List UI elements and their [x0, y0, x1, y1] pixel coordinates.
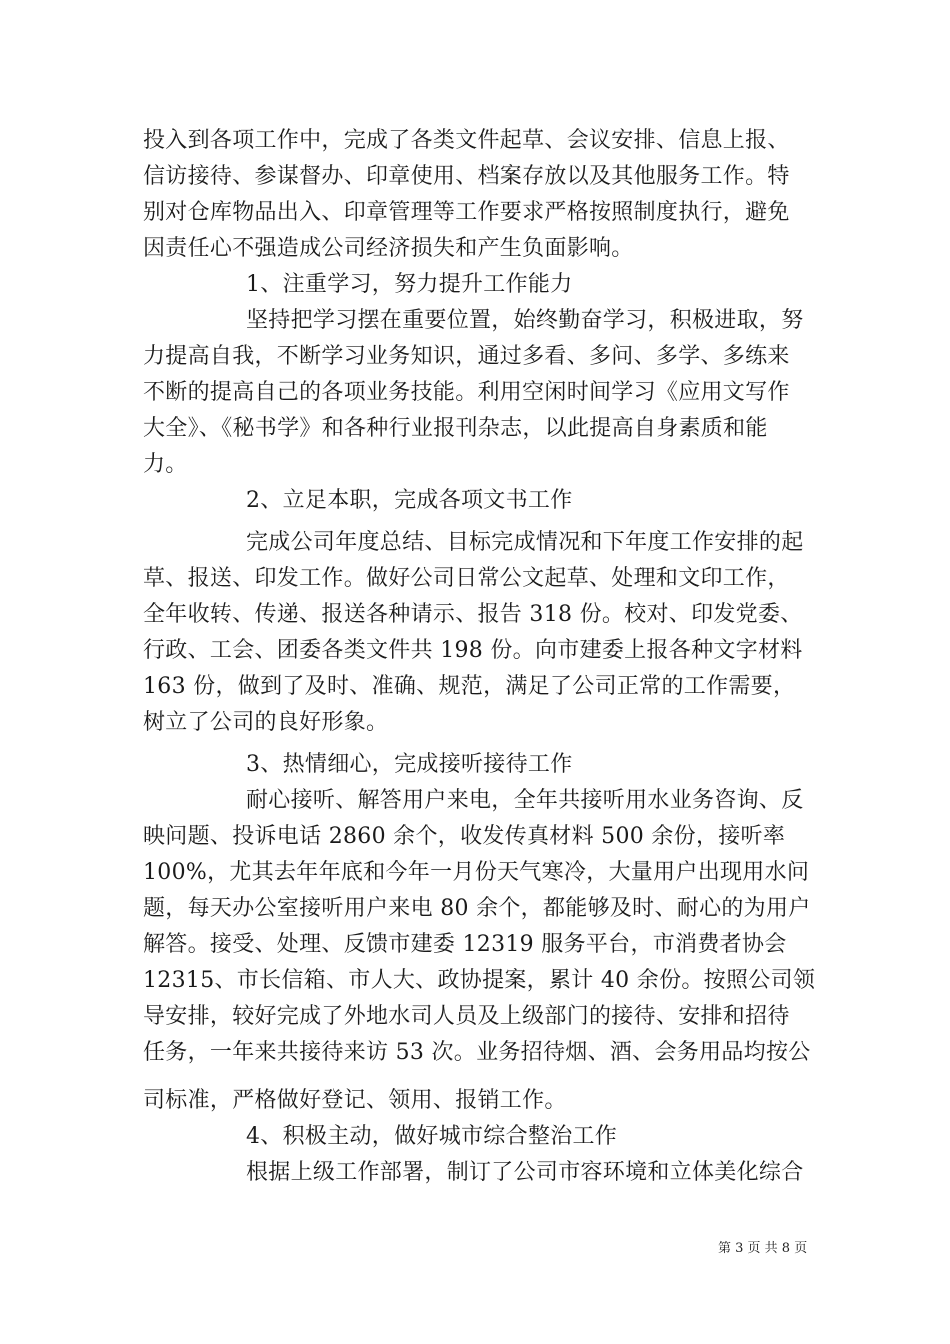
body-text-line: 任务，一年来共接待来访 53 次。业务招待烟、酒、会务用品均按公	[143, 1040, 811, 1065]
body-text-line: 草、报送、印发工作。做好公司日常公文起草、处理和文印工作，	[143, 566, 790, 591]
section-heading-2: 2、立足本职，完成各项文书工作	[246, 488, 573, 513]
body-text-line: 别对仓库物品出入、印章管理等工作要求严格按照制度执行，避免	[143, 200, 790, 225]
body-text-line: 力提高自我，不断学习业务知识，通过多看、多问、多学、多练来	[143, 344, 790, 369]
body-text-line: 大全》、《秘书学》和各种行业报刊杂志，以此提高自身素质和能	[143, 416, 768, 441]
body-text-line: 163 份，做到了及时、准确、规范，满足了公司正常的工作需要，	[143, 674, 796, 699]
body-text-line: 信访接待、参谋督办、印章使用、档案存放以及其他服务工作。特	[143, 164, 790, 189]
body-text-line: 12315、市长信箱、市人大、政协提案，累计 40 余份。按照公司领	[143, 968, 816, 993]
paragraph-first-line: 耐心接听、解答用户来电，全年共接听用水业务咨询、反	[246, 788, 804, 813]
body-text-line: 司标准，严格做好登记、领用、报销工作。	[143, 1088, 567, 1113]
paragraph-first-line: 完成公司年度总结、目标完成情况和下年度工作安排的起	[246, 530, 804, 555]
body-text-line: 因责任心不强造成公司经济损失和产生负面影响。	[143, 236, 634, 261]
body-text-line: 不断的提高自己的各项业务技能。利用空闲时间学习《应用文写作	[143, 380, 790, 405]
body-text-line: 映问题、投诉电话 2860 余个，收发传真材料 500 余份，接听率	[143, 824, 786, 849]
section-heading-4: 4、积极主动，做好城市综合整治工作	[246, 1124, 618, 1149]
section-heading-3: 3、热情细心，完成接听接待工作	[246, 752, 573, 777]
section-heading-1: 1、注重学习，努力提升工作能力	[246, 272, 573, 297]
paragraph-first-line: 根据上级工作部署，制订了公司市容环境和立体美化综合	[246, 1160, 804, 1185]
body-text-line: 投入到各项工作中，完成了各类文件起草、会议安排、信息上报、	[143, 128, 790, 153]
body-text-line: 全年收转、传递、报送各种请示、报告 318 份。校对、印发党委、	[143, 602, 803, 627]
body-text-line: 解答。接受、处理、反馈市建委 12319 服务平台，市消费者协会	[143, 932, 787, 957]
body-text-line: 树立了公司的良好形象。	[143, 710, 389, 735]
body-text-line: 力。	[143, 452, 188, 477]
body-text-line: 导安排，较好完成了外地水司人员及上级部门的接待、安排和招待	[143, 1004, 790, 1029]
body-text-line: 行政、工会、团委各类文件共 198 份。向市建委上报各种文字材料	[143, 638, 803, 663]
body-text-line: 100%，尤其去年年底和今年一月份天气寒冷，大量用户出现用水问	[143, 860, 810, 885]
paragraph-first-line: 坚持把学习摆在重要位置，始终勤奋学习，积极进取，努	[246, 308, 804, 333]
page-number-footer: 第 3 页 共 8 页	[718, 1241, 808, 1256]
body-text-line: 题，每天办公室接听用户来电 80 余个，都能够及时、耐心的为用户	[143, 896, 811, 921]
